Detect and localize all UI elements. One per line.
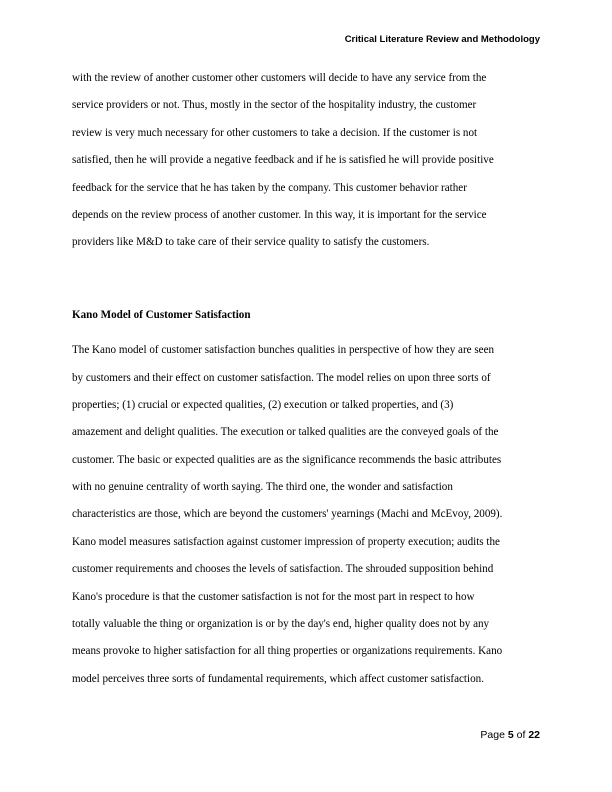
section-spacer (72, 260, 544, 305)
text-line: The Kano model of customer satisfaction bunches qualities in perspective of how they are seen (72, 344, 495, 357)
text-line: totally valuable the thing or organization is or by the day's end, higher quality does not by any (72, 618, 490, 631)
text-line: amazement and delight qualities. The execution or talked qualities are the conveyed goals of the (72, 426, 499, 439)
text-line: means provoke to higher satisfaction for all thing properties or organizations requirements. Kano (72, 645, 503, 658)
paragraph-3 (72, 532, 544, 696)
heading-spacer (72, 332, 544, 340)
paragraph-2 (72, 340, 544, 532)
text-line: by customers and their effect on customer satisfaction. The model relies on upon three sorts of (72, 371, 491, 384)
text-line: customer requirements and chooses the levels of satisfaction. The shrouded supposition behind (72, 563, 494, 576)
total-pages: 22 (528, 729, 540, 741)
text-line: providers like M&D to take care of their service quality to satisfy the customers. (72, 236, 430, 249)
text-line: satisfied, then he will provide a negative feedback and if he is satisfied he will provide positive (72, 154, 494, 167)
of-label: of (516, 729, 526, 741)
section-heading: Kano Model of Customer Satisfaction (72, 308, 251, 321)
text-line: feedback for the service that he has taken by the company. This customer behavior rather (72, 181, 467, 194)
text-line: Kano's procedure is that the customer satisfaction is not for the most part in respect to how (72, 590, 475, 603)
text-line: properties; (1) crucial or expected qualities, (2) execution or talked properties, and (3) (72, 398, 454, 411)
text-line: characteristics are those, which are beyond the customers' yearnings (Machi and McEvoy, 2009). (72, 508, 503, 521)
page-number: 5 (507, 729, 514, 741)
text-line: with no genuine centrality of worth saying. The third one, the wonder and satisfaction (72, 481, 453, 494)
text-line: model perceives three sorts of fundamental requirements, which affect customer satisfaction. (72, 672, 484, 685)
page-footer (480, 729, 540, 741)
text-line: customer. The basic or expected qualities are as the significance recommends the basic attributes (72, 453, 502, 466)
text-line: review is very much necessary for other customers to take a decision. If the customer is not (72, 126, 478, 139)
text-line: depends on the review process of another customer. In this way, it is important for the service (72, 208, 487, 221)
text-line: with the review of another customer other customers will decide to have any service from the (72, 72, 487, 84)
page-label: Page (480, 729, 505, 741)
paragraph-1 (72, 68, 544, 260)
page-content (72, 68, 544, 696)
text-line: Kano model measures satisfaction against customer impression of property execution; audits the (72, 535, 500, 548)
text-line: service providers or not. Thus, mostly in the sector of the hospitality industry, the customer (72, 99, 477, 112)
running-header: Critical Literature Review and Methodology (344, 34, 540, 45)
